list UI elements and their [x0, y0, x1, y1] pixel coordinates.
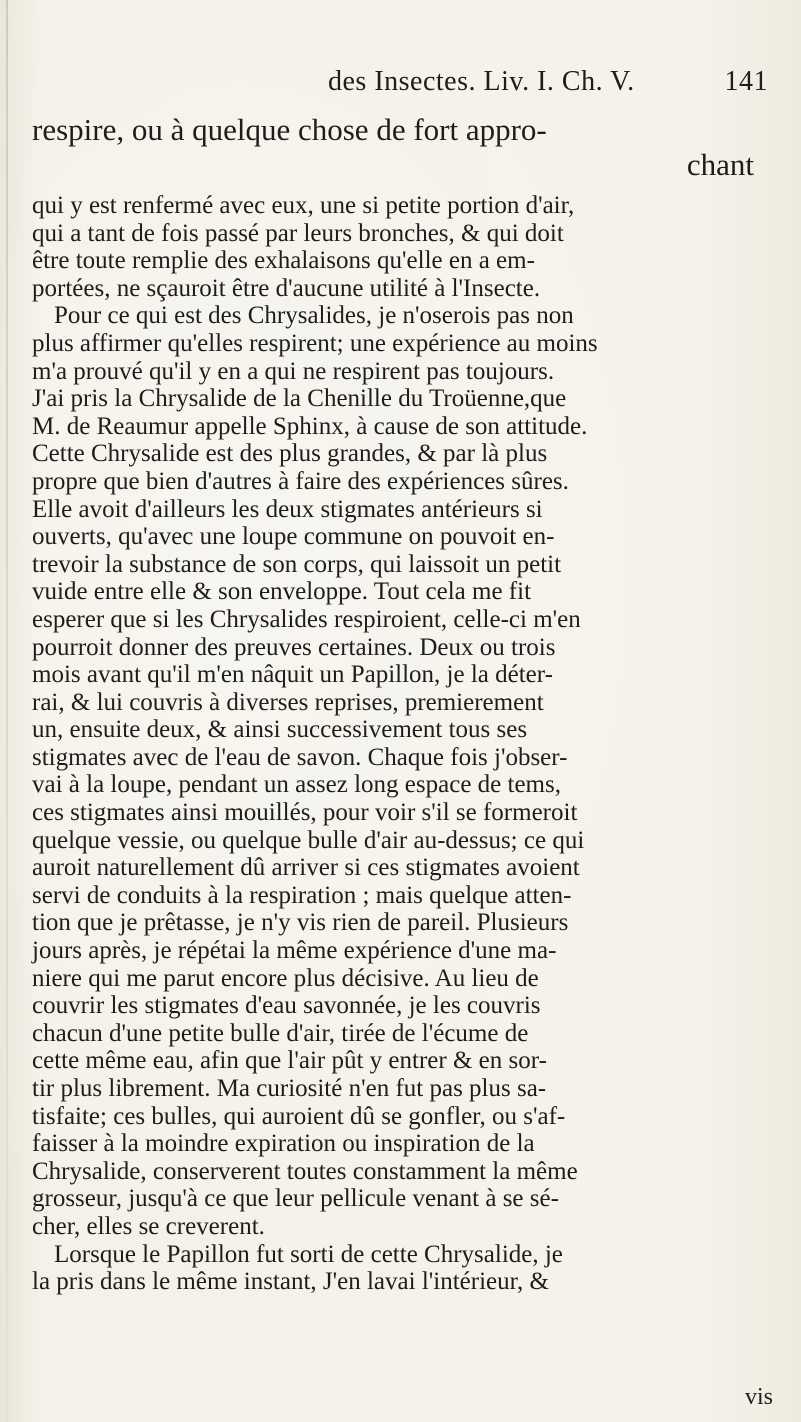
text-line: un, ensuite deux, & ainsi successivement tous ses [32, 716, 528, 744]
text-line: vai à la loupe, pendant un assez long espace de tems, [32, 771, 561, 799]
text-line: esperer que si les Chrysalides respiroient, celle-ci m'en [32, 605, 581, 633]
text-line: portées, ne sçauroit être d'aucune utilité à l'Insecte. [32, 274, 541, 302]
text-line: stigmates avec de l'eau de savon. Chaque fois j'obser- [32, 743, 568, 771]
catchword: vis [744, 1384, 773, 1410]
text-line: Chrysalide, conserverent toutes constamment la même [32, 1157, 578, 1185]
text-line: quelque vessie, ou quelque bulle d'air au-dessus; ce qui [32, 826, 585, 854]
text-line: niere qui me parut encore plus décisive. Au lieu de [32, 964, 539, 992]
text-line: propre que bien d'autres à faire des expériences sûres. [32, 467, 569, 495]
text-line: la pris dans le même instant, J'en lavai l'intérieur, & [32, 1268, 549, 1296]
text-line: trevoir la substance de son corps, qui laissoit un petit [32, 550, 562, 578]
text-line: rai, & lui couvris à diverses reprises, premierement [32, 688, 544, 716]
text-line: Elle avoit d'ailleurs les deux stigmates antérieurs si [32, 495, 543, 523]
paragraph-start-line: Pour ce qui est des Chrysalides, je n'oserois pas non [54, 302, 574, 330]
text-line: M. de Reaumur appelle Sphinx, à cause de son attitude. [32, 412, 588, 440]
text-line: chacun d'une petite bulle d'air, tirée de l'écume de [32, 1019, 529, 1047]
text-line: J'ai pris la Chrysalide de la Chenille du Troüenne,que [32, 385, 567, 413]
text-line: Cette Chrysalide est des plus grandes, & par là plus [32, 440, 548, 468]
text-line: servi de conduits à la respiration ; mais quelque atten- [32, 881, 572, 909]
body-text [32, 112, 784, 1296]
text-line: tion que je prêtasse, je n'y vis rien de pareil. Plusieurs [32, 909, 569, 937]
text-line: couvrir les stigmates d'eau savonnée, je les couvris [32, 992, 541, 1020]
text-line: auroit naturellement dû arriver si ces stigmates avoient [32, 854, 580, 882]
text-line: ouverts, qu'avec une loupe commune on pouvoit en- [32, 523, 555, 551]
text-line: être toute remplie des exhalaisons qu'elle en a em- [32, 247, 535, 275]
text-line: pourroit donner des preuves certaines. Deux ou trois [32, 633, 556, 661]
text-line: tir plus librement. Ma curiosité n'en fut pas plus sa- [32, 1075, 547, 1102]
page-number: 141 [724, 66, 768, 97]
text-line: ces stigmates ainsi mouillés, pour voir s'il se formeroit [32, 799, 578, 827]
text-line: plus affirmer qu'elles respirent; une expérience au moins [32, 329, 598, 357]
text-line: mois avant qu'il m'en nâquit un Papillon, je la déter- [32, 661, 553, 689]
running-head-title: des Insectes. Liv. I. Ch. V. [328, 66, 635, 97]
text-line: cher, elles se creverent. [32, 1212, 265, 1240]
text-line: vuide entre elle & son enveloppe. Tout cela me fit [32, 578, 532, 606]
text-line: tisfaite; ces bulles, qui auroient dû se gonfler, ou s'af- [32, 1102, 566, 1130]
text-line: qui a tant de fois passé par leurs bronches, & qui doit [32, 219, 564, 247]
text-line: faisser à la moindre expiration ou inspiration de la [32, 1130, 535, 1158]
text-line: jours après, je répétai la même expérience d'une ma- [32, 937, 557, 965]
text-line: qui y est renfermé avec eux, une si petite portion d'air, [32, 192, 575, 219]
text-line: grosseur, jusqu'à ce que leur pellicule venant à se sé- [32, 1185, 559, 1213]
gutter-shadow [6, 0, 8, 1422]
text-line: respire, ou à quelque chose de fort appro- [32, 112, 547, 147]
paragraph-start-line: Lorsque le Papillon fut sorti de cette Chrysalide, je [54, 1240, 563, 1268]
text-line: chant [686, 147, 754, 182]
running-head [328, 66, 768, 98]
text-line: cette même eau, afin que l'air pût y entrer & en sor- [32, 1047, 547, 1075]
text-line: m'a prouvé qu'il y en a qui ne respirent pas toujours. [32, 357, 555, 385]
